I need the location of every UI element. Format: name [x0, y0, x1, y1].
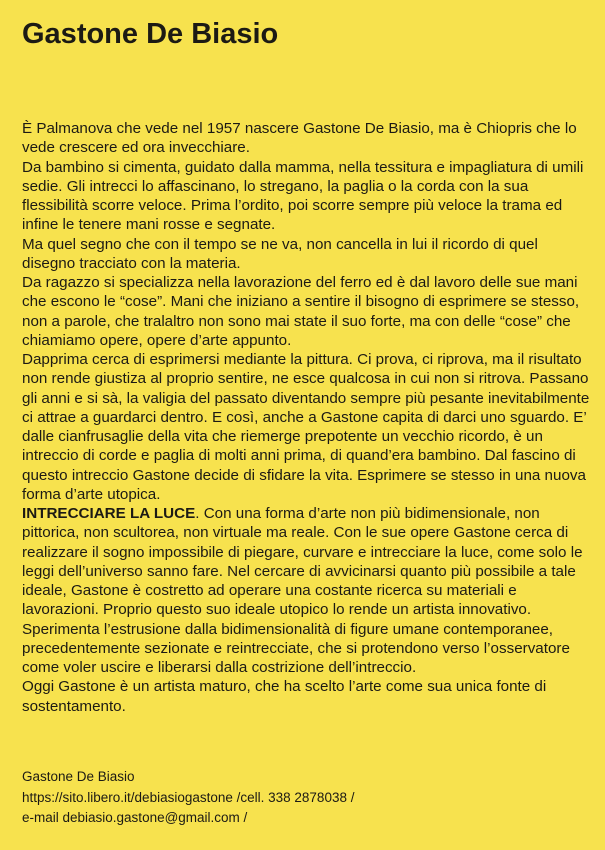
- contact-site-phone: https://sito.libero.it/debiasiogastone /cell. 338 2878038 /: [22, 789, 355, 805]
- contact-email: e-mail debiasio.gastone@gmail.com /: [22, 810, 248, 825]
- paragraph-childhood: Da bambino si cimenta, guidato dalla mamma, nella tessitura e impagliatura di umili sedie. Gli intrecci lo affascinano, lo stregano, la paglia o la corda con la sua flessibilità scorre veloce. Prima l’ordito, poi scorre sempre più veloce la trama ed infine le tenere mani rosse e segnate.: [22, 158, 584, 234]
- paragraph-memory: Ma quel segno che con il tempo se ne va, non cancella in lui il ricordo di quel disegno tracciato con la materia.: [22, 235, 538, 272]
- paragraph-painting: Dapprima cerca di esprimersi mediante la pittura. Ci prova, ci riprova, ma il risultato non rende giustiza al proprio sentire, ne esce qualcosa in cui non si ritrova. Passano gli anni e si sà, la valigia del passato diventando sempre più pesante inevitabilmente ci attrae a guardarci dentro. E così, anche a Gastone capita di darci uno sguardo. E’ dalle cianfrusaglie della vita che riemerge prepotente un vecchio ricordo, è un intreccio di corde e paglia di molti anni prima, di quand’era bambino. Dal fascino di questo intreccio Gastone decide di sfidare la vita. Esprimere se stesso in una nuova forma d’arte utopica.: [22, 351, 590, 503]
- contact-name: Gastone De Biasio: [22, 769, 135, 784]
- paragraph-light: [22, 504, 592, 677]
- highlight-text: . Con una forma d’arte non più bidimensionale, non pittorica, non scultorea, non virtuale ma reale. Con le sue opere Gastone cerca di realizzare il sogno impossibile di piegare, curvare e intrecciare la luce, come solo le leggi dell’universo sanno fare. Nel cercare di avvicinarsi quanto più possibile a tale ideale, Gastone è costretto ad operare una costante ricerca su materiali e lavorazioni. Proprio questo suo ideale utopico lo rende un artista innovativo. Sperimenta l’estrusione dalla bidimensionalità di figure umane contemporanee, precedentemente sezionate e reintrecciate, che si protendono verso l’osservatore come voler uscire e liberarsi dalla costrizione dell’intreccio.: [22, 505, 583, 676]
- biography-text: [22, 119, 592, 716]
- paragraph-youth: Da ragazzo si specializza nella lavorazione del ferro ed è dal lavoro delle sue mani che escono le “cose”. Mani che iniziano a sentire il bisogno di esprimere se stesso, non a parole, che tralaltro non sono mai state il suo forte, ma con delle “cose” che chiamiamo opere, opere d’arte appunto.: [22, 274, 580, 349]
- contact-block: [22, 767, 354, 829]
- paragraph-birth: È Palmanova che vede nel 1957 nascere Gastone De Biasio, ma è Chiopris che lo vede crescere ed ora invecchiare.: [22, 120, 577, 157]
- highlight-heading: INTRECCIARE LA LUCE: [22, 505, 196, 522]
- paragraph-closing: Oggi Gastone è un artista maturo, che ha scelto l’arte come sua unica fonte di sostentamento.: [22, 678, 547, 715]
- page-title: Gastone De Biasio: [22, 18, 279, 50]
